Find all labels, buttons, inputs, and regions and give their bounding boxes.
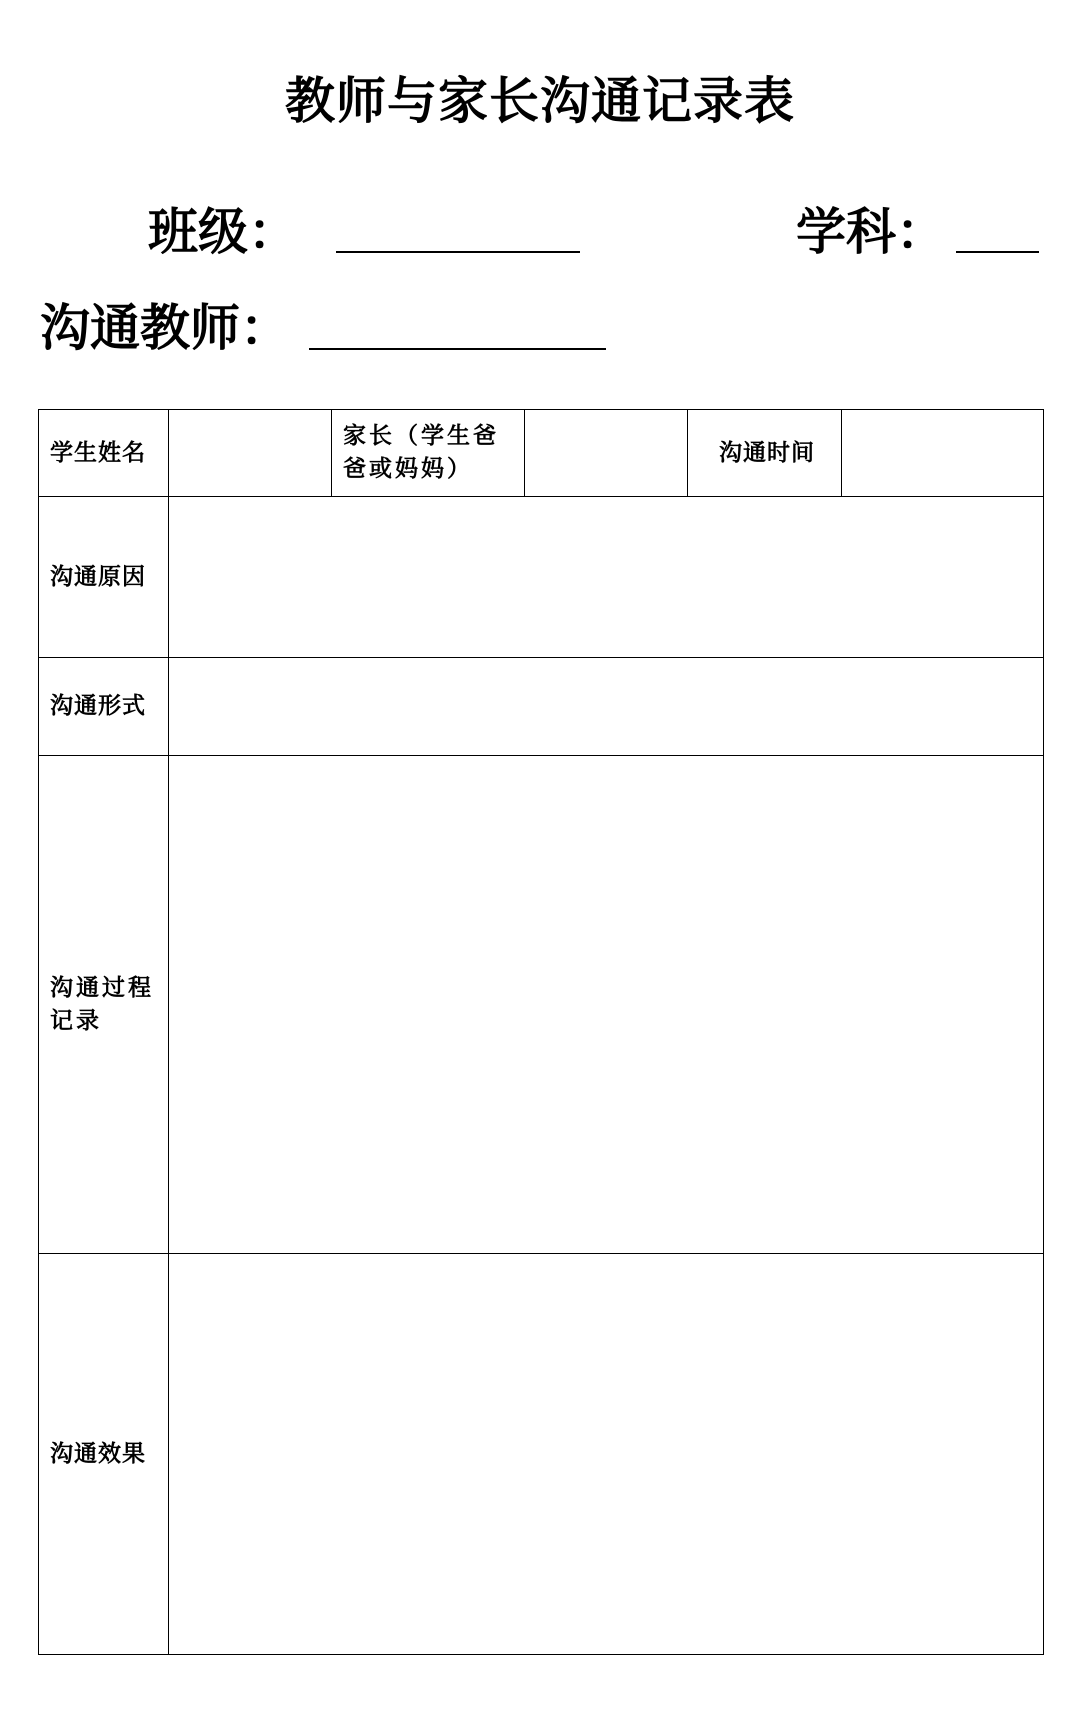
class-blank-line[interactable] <box>336 251 580 253</box>
student-name-label: 学生姓名 <box>39 410 169 497</box>
parent-label: 家长（学生爸爸或妈妈） <box>332 410 525 497</box>
time-cell[interactable] <box>842 410 1044 497</box>
effect-label: 沟通效果 <box>39 1254 169 1655</box>
parent-cell[interactable] <box>525 410 688 497</box>
table-row-effect <box>39 1254 1044 1655</box>
teacher-label: 沟通教师： <box>40 299 290 357</box>
table-row-process <box>39 756 1044 1254</box>
time-label: 沟通时间 <box>688 410 842 497</box>
subject-label: 学科： <box>796 203 946 261</box>
process-label: 沟通过程记录 <box>39 756 169 1254</box>
document-title: 教师与家长沟通记录表 <box>285 72 795 130</box>
subject-blank-line[interactable] <box>956 251 1039 253</box>
form-cell[interactable] <box>169 658 1044 756</box>
reason-label: 沟通原因 <box>39 497 169 658</box>
class-label: 班级： <box>148 203 298 261</box>
form-label: 沟通形式 <box>39 658 169 756</box>
communication-record-table <box>38 409 1044 1655</box>
teacher-blank-line[interactable] <box>309 348 606 350</box>
reason-cell[interactable] <box>169 497 1044 658</box>
table-row-header <box>39 410 1044 497</box>
table-row-form <box>39 658 1044 756</box>
effect-cell[interactable] <box>169 1254 1044 1655</box>
student-name-cell[interactable] <box>169 410 332 497</box>
table-row-reason <box>39 497 1044 658</box>
process-cell[interactable] <box>169 756 1044 1254</box>
